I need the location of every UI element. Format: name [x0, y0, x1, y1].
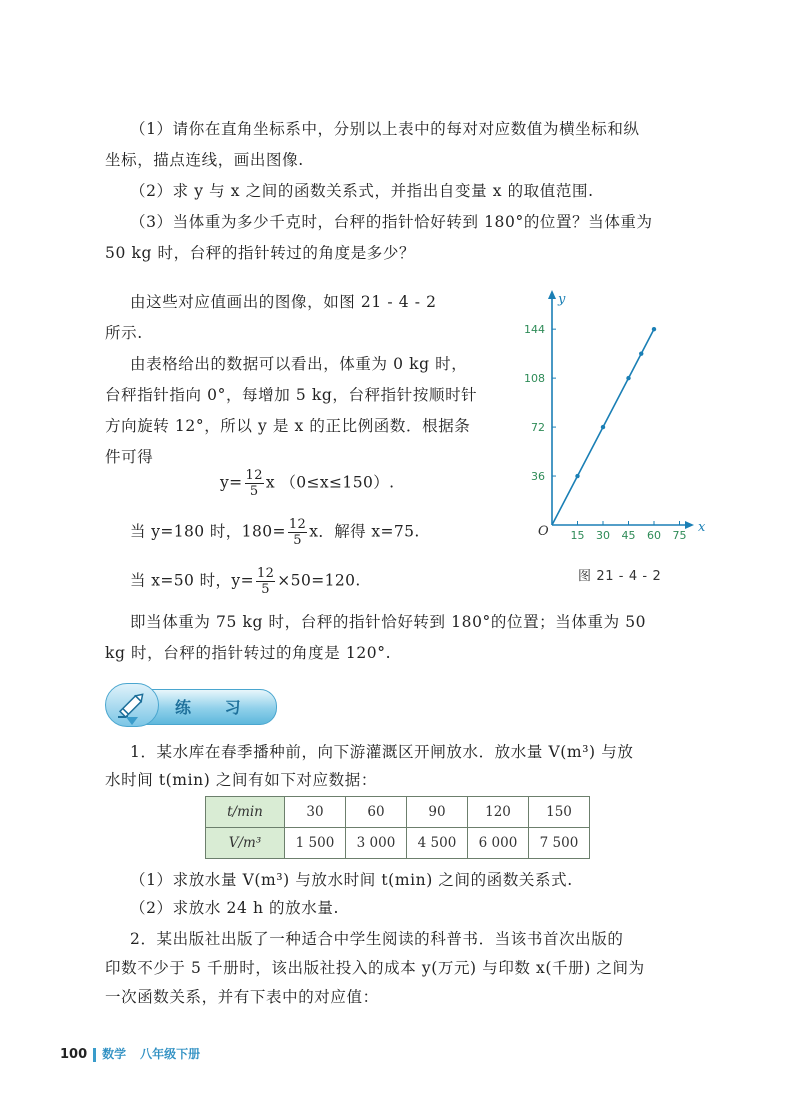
y-tick-label: 144 — [524, 323, 545, 337]
x-tick-label: 60 — [647, 529, 661, 542]
table-cell: 6 000 — [468, 828, 529, 859]
table-cell: 1 500 — [285, 828, 346, 859]
table-cell: 120 — [468, 797, 529, 828]
page-footer — [60, 1045, 200, 1062]
page-number: 100 — [60, 1047, 88, 1062]
equation-1-fraction — [245, 468, 264, 499]
data-point — [575, 474, 579, 478]
exercise-2-line-2: 印数不少于 5 千册时，该出版社投入的成本 y(万元) 与印数 x(千册) 之间为 — [105, 959, 645, 977]
x-axis-arrow — [685, 521, 694, 529]
table-cell: 30 — [285, 797, 346, 828]
solution-line-2: 所示. — [105, 324, 143, 342]
data-point — [639, 351, 643, 355]
equation-3-denominator: 5 — [261, 582, 270, 597]
figure-caption: 图 21 - 4 - 2 — [578, 569, 662, 584]
figure-21-4-2-chart — [520, 285, 710, 555]
equation-1 — [220, 468, 394, 499]
equation-2 — [130, 517, 420, 548]
table-cell: 90 — [407, 797, 468, 828]
table-cell: 3 000 — [346, 828, 407, 859]
equation-2-denominator: 5 — [293, 533, 302, 548]
footer-divider — [93, 1048, 96, 1062]
y-tick-label: 36 — [531, 470, 545, 484]
exercise-1-line-2: 水时间 t(min) 之间有如下对应数据： — [105, 771, 377, 789]
data-point — [652, 327, 656, 331]
exercise-banner — [105, 683, 277, 729]
y-tick-label: 108 — [524, 372, 545, 386]
equation-1-rhs: x （0≤x≤150）. — [265, 473, 395, 492]
table-row — [206, 797, 590, 828]
equation-3-pre: 当 x=50 时，y= — [130, 571, 254, 590]
equation-3-fraction — [256, 566, 275, 597]
y-axis-label: y — [558, 292, 566, 307]
question-1-line-1: （1）请你在直角坐标系中，分别以上表中的每对对应数值为横坐标和纵 — [130, 120, 640, 138]
table-cell: 4 500 — [407, 828, 468, 859]
conclusion-line-1: 即当体重为 75 kg 时，台秤的指针恰好转到 180°的位置；当体重为 50 — [130, 613, 647, 631]
equation-1-denominator: 5 — [249, 484, 259, 499]
table-cell: t/min — [206, 797, 285, 828]
y-tick-label: 72 — [531, 421, 545, 435]
exercise-1-question-2: （2）求放水 24 h 的放水量. — [130, 899, 339, 917]
question-2: （2）求 y 与 x 之间的函数关系式，并指出自变量 x 的取值范围. — [130, 182, 594, 200]
exercise-1-table — [205, 796, 590, 859]
question-3-line-1: （3）当体重为多少千克时，台秤的指针恰好转到 180°的位置？当体重为 — [130, 213, 653, 231]
equation-2-rhs: x．解得 x=75. — [309, 522, 420, 541]
solution-line-5: 方向旋转 12°，所以 y 是 x 的正比例函数．根据条 — [105, 417, 471, 435]
data-point — [626, 376, 630, 380]
solution-line-3: 由表格给出的数据可以看出，体重为 0 kg 时， — [130, 355, 468, 373]
equation-1-lhs: y= — [220, 473, 243, 492]
equation-2-numerator: 12 — [288, 517, 307, 532]
exercise-2-line-3: 一次函数关系，并有下表中的对应值： — [105, 988, 379, 1006]
table-cell: V/m³ — [206, 828, 285, 859]
origin-label: O — [538, 524, 549, 539]
equation-2-fraction — [288, 517, 307, 548]
solution-line-1: 由这些对应值画出的图像，如图 21 - 4 - 2 — [130, 293, 437, 311]
x-tick-label: 15 — [570, 529, 585, 542]
table-cell: 150 — [529, 797, 590, 828]
equation-3-rhs: ×50=120. — [277, 571, 361, 590]
solution-line-4: 台秤指针指向 0°，每增加 5 kg，台秤指针按顺时针 — [105, 386, 478, 404]
equation-2-pre: 当 y=180 时，180= — [130, 522, 286, 541]
table-row — [206, 828, 590, 859]
data-point — [601, 425, 605, 429]
exercise-banner-pointer — [126, 717, 138, 725]
x-tick-label: 75 — [672, 529, 687, 542]
exercise-banner-title: 练 习 — [175, 698, 255, 717]
table-cell: 60 — [346, 797, 407, 828]
table-cell: 7 500 — [529, 828, 590, 859]
footer-subject: 数学 — [102, 1047, 127, 1061]
x-tick-label: 30 — [596, 529, 610, 542]
y-axis-arrow — [548, 290, 556, 299]
equation-3 — [130, 566, 361, 597]
question-1-line-2: 坐标，描点连线，画出图像. — [105, 151, 304, 169]
solution-line-6: 件可得 — [105, 448, 154, 466]
x-axis-label: x — [698, 520, 706, 535]
exercise-2-line-1: 2．某出版社出版了一种适合中学生阅读的科普书．当该书首次出版的 — [130, 930, 624, 948]
footer-grade: 八年级下册 — [140, 1047, 201, 1061]
x-tick-label: 45 — [621, 529, 636, 542]
exercise-1-question-1: （1）求放水量 V(m³) 与放水时间 t(min) 之间的函数关系式. — [130, 871, 573, 889]
exercise-1-line-1: 1．某水库在春季播种前，向下游灌溉区开闸放水．放水量 V(m³) 与放 — [130, 743, 634, 761]
equation-1-numerator: 12 — [245, 468, 263, 483]
equation-3-numerator: 12 — [256, 566, 275, 581]
question-3-line-2: 50 kg 时，台秤的指针转过的角度是多少？ — [105, 244, 416, 262]
conclusion-line-2: kg 时，台秤的指针转过的角度是 120°. — [105, 644, 392, 662]
